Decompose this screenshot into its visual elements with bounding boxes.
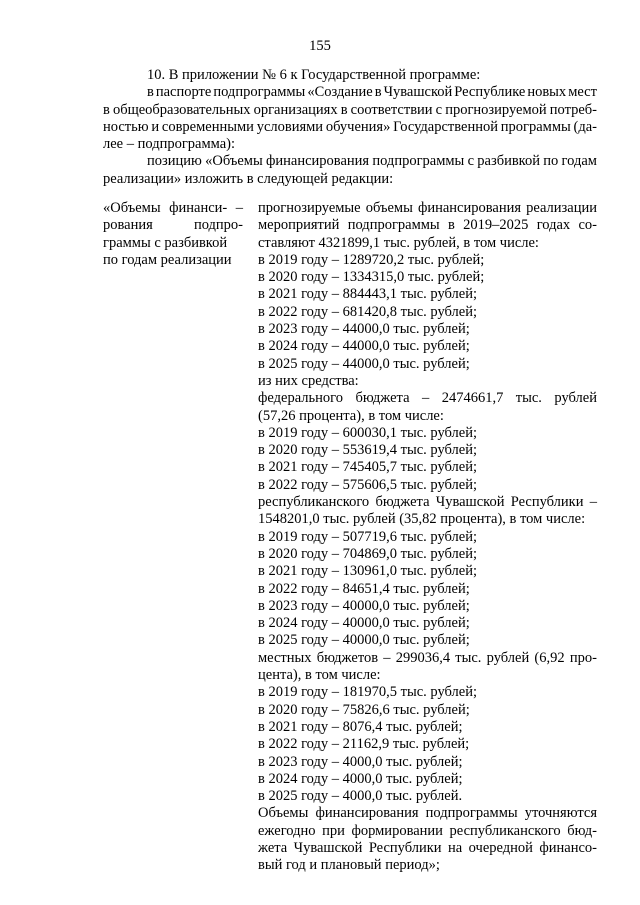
text-line: в 2022 году – 21162,9 тыс. рублей; bbox=[258, 736, 470, 753]
text-line: республиканского бюджета Чувашской Республики – bbox=[258, 494, 597, 511]
position-value-cell bbox=[258, 200, 597, 875]
text-line: в 2025 году – 44000,0 тыс. рублей; bbox=[258, 355, 470, 372]
text-line: в 2022 году – 681420,8 тыс. рублей; bbox=[258, 303, 478, 320]
text-line: в 2019 году – 181970,5 тыс. рублей; bbox=[258, 684, 478, 701]
text-line: в 2021 году – 130961,0 тыс. рублей; bbox=[258, 563, 478, 580]
text-line: в 2021 году – 8076,4 тыс. рублей; bbox=[258, 718, 463, 735]
text-line: рования подпро- bbox=[103, 217, 243, 234]
text-line: в 2020 году – 1334315,0 тыс. рублей; bbox=[258, 269, 485, 286]
intro-section bbox=[103, 67, 597, 188]
text-line: ностью и современными условиями обучения» Государственной программы (да- bbox=[103, 118, 597, 135]
text-line: цента), в том числе: bbox=[258, 667, 381, 684]
text-line: в паспорте подпрограммы «Создание в Чувашской Республике новых мест bbox=[147, 84, 597, 101]
text-line: в общеобразовательных организациях в соответствии с прогнозируемой потреб- bbox=[103, 101, 597, 118]
text-line: в 2024 году – 40000,0 тыс. рублей; bbox=[258, 615, 470, 632]
text-line: прогнозируемые объемы финансирования реализации bbox=[258, 200, 597, 216]
text-line: в 2021 году – 884443,1 тыс. рублей; bbox=[258, 286, 478, 303]
text-line: в 2020 году – 704869,0 тыс. рублей; bbox=[258, 545, 478, 562]
text-line: реализации» изложить в следующей редакции: bbox=[103, 170, 394, 187]
text-line: в 2024 году – 4000,0 тыс. рублей; bbox=[258, 770, 463, 787]
text-line: в 2020 году – 75826,6 тыс. рублей; bbox=[258, 701, 470, 718]
text-line: 1548201,0 тыс. рублей (35,82 процента), в том числе: bbox=[258, 511, 586, 528]
text-line: граммы с разбивкой bbox=[103, 234, 228, 251]
text-line: лее – подпрограмма): bbox=[103, 136, 236, 153]
passport-paragraph bbox=[103, 84, 597, 153]
text-line: в 2023 году – 44000,0 тыс. рублей; bbox=[258, 321, 470, 338]
page-number: 155 bbox=[309, 38, 331, 54]
text-line: ставляют 4321899,1 тыс. рублей, в том числе: bbox=[258, 234, 539, 251]
text-line: в 2023 году – 40000,0 тыс. рублей; bbox=[258, 597, 470, 614]
text-line: (57,26 процента), в том числе: bbox=[258, 407, 444, 424]
text-line: в 2019 году – 507719,6 тыс. рублей; bbox=[258, 528, 478, 545]
text-line: мероприятий подпрограммы в 2019–2025 годах со- bbox=[258, 217, 597, 234]
text-line: «Объемы финанси- – bbox=[103, 200, 243, 216]
text-line: Объемы финансирования подпрограммы уточняются bbox=[258, 805, 597, 822]
text-line: местных бюджетов – 299036,4 тыс. рублей (6,92 про- bbox=[258, 649, 597, 666]
text-line: в 2023 году – 4000,0 тыс. рублей; bbox=[258, 753, 463, 770]
position-name-cell bbox=[103, 200, 243, 269]
item-heading: 10. В приложении № 6 к Государственной программе: bbox=[147, 67, 481, 83]
text-line: в 2019 году – 1289720,2 тыс. рублей; bbox=[258, 251, 485, 268]
text-line: ежегодно при формировании республиканского бюд- bbox=[258, 822, 597, 839]
text-line: по годам реализации bbox=[103, 251, 232, 268]
text-line: позицию «Объемы финансирования подпрограммы с разбивкой по годам bbox=[147, 153, 597, 170]
text-line: федерального бюджета – 2474661,7 тыс. рублей bbox=[258, 390, 597, 407]
text-line: в 2020 году – 553619,4 тыс. рублей; bbox=[258, 442, 478, 459]
text-line: в 2022 году – 84651,4 тыс. рублей; bbox=[258, 580, 470, 597]
text-line: жета Чувашской Республики на очередной финансо- bbox=[258, 839, 597, 856]
text-line: в 2024 году – 44000,0 тыс. рублей; bbox=[258, 338, 470, 355]
text-line: в 2022 году – 575606,5 тыс. рублей; bbox=[258, 476, 478, 493]
text-line: в 2021 году – 745405,7 тыс. рублей; bbox=[258, 459, 478, 476]
position-paragraph bbox=[103, 153, 597, 188]
text-line: в 2019 году – 600030,1 тыс. рублей; bbox=[258, 424, 478, 441]
text-line: вый год и плановый период»; bbox=[258, 857, 440, 874]
text-line: из них средства: bbox=[258, 372, 359, 389]
text-line: в 2025 году – 4000,0 тыс. рублей. bbox=[258, 788, 463, 805]
text-line: в 2025 году – 40000,0 тыс. рублей; bbox=[258, 632, 470, 649]
